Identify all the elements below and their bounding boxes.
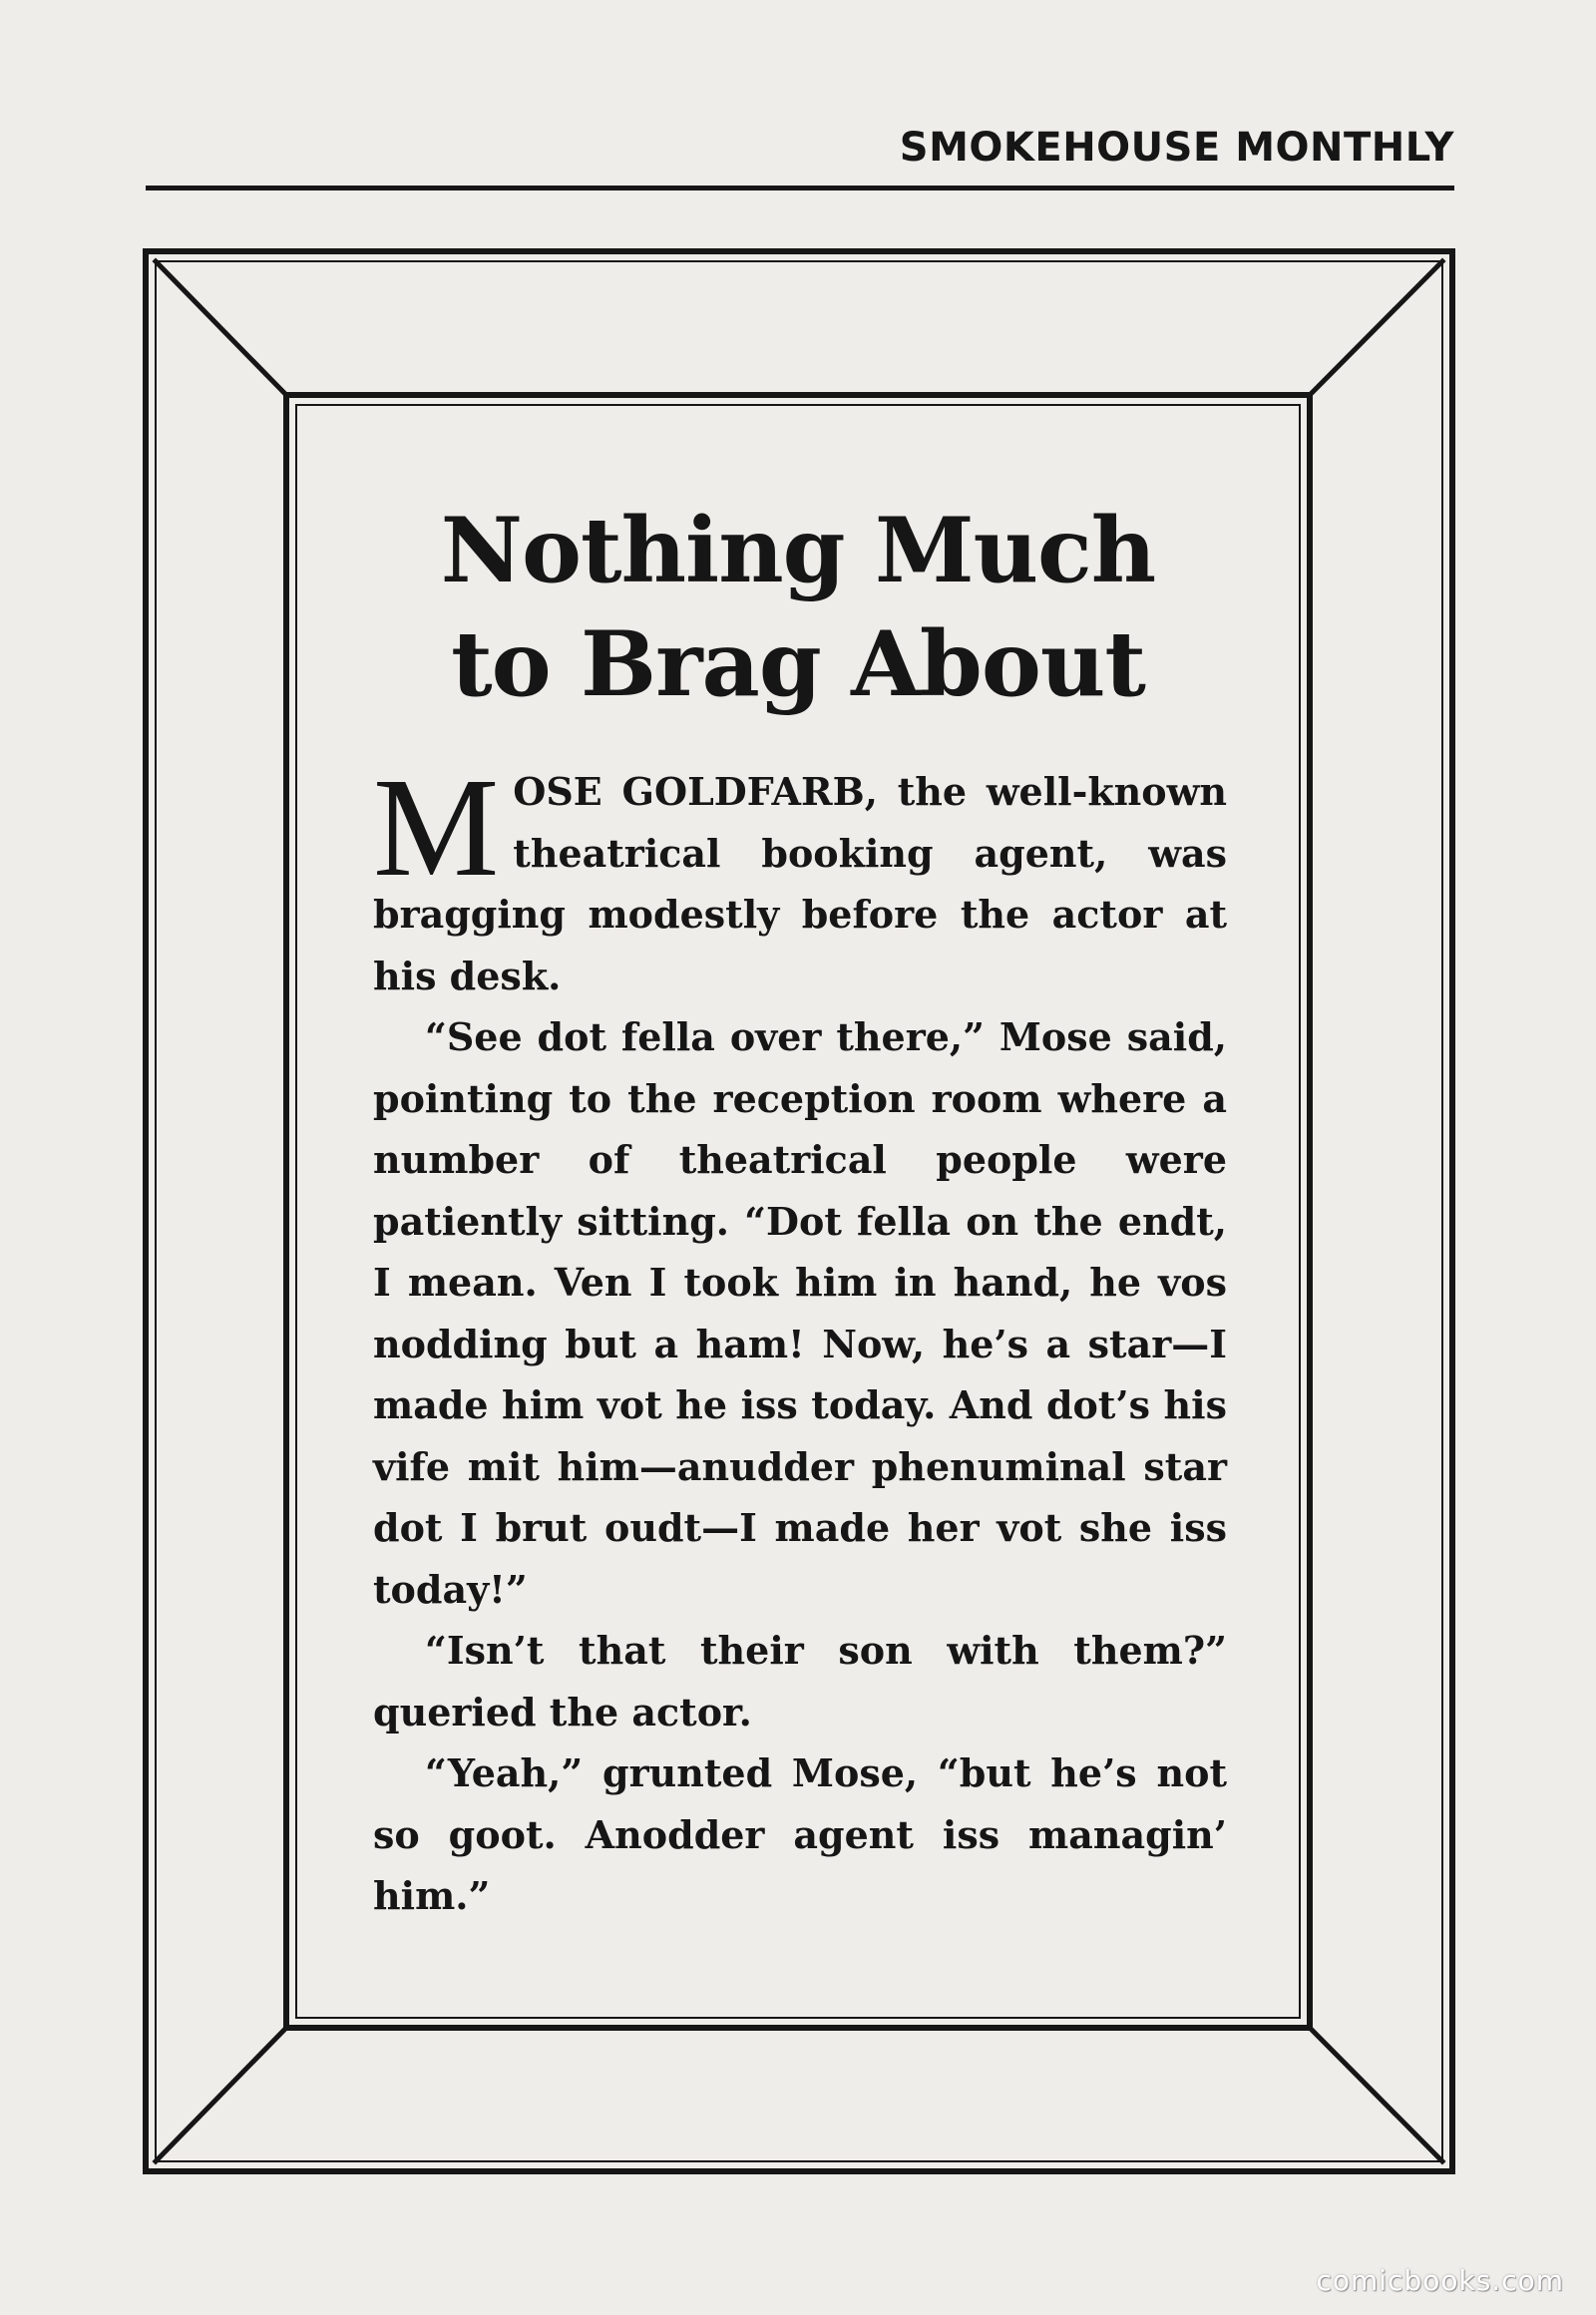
- article-title: [289, 494, 1307, 721]
- paragraph-2: “See dot fella over there,” Mose said, pointing to the reception room where a number of theatrical people were patiently sitting. “Dot fella on the endt, I mean. Ven I took him in hand, he vos nodding but a ham! Now, he’s a star—I made him vot he iss today. And dot’s his vife mit him—anudder phenuminal star dot I brut oudt—I made her vot she iss today!”: [373, 1014, 1227, 1612]
- watermark: comicbooks.com: [1316, 2264, 1564, 2297]
- title-line-2: to Brag About: [451, 611, 1145, 717]
- article-body: [373, 748, 1227, 1927]
- paragraph-4: “Yeah,” grunted Mose, “but he’s not so goot. Anodder agent iss managin’ him.”: [373, 1750, 1227, 1918]
- paragraph-3: “Isn’t that their son with them?” queried the actor.: [373, 1628, 1227, 1735]
- drop-cap: M: [373, 748, 500, 906]
- paragraph-1-text: OSE GOLDFARB, the well-known theatrical booking agent, was bragging modestly before the actor at his desk.: [373, 769, 1227, 998]
- publication-header: SMOKEHOUSE MONTHLY: [899, 125, 1454, 171]
- title-line-1: Nothing Much: [440, 498, 1156, 603]
- paragraph-1: [373, 748, 1227, 1006]
